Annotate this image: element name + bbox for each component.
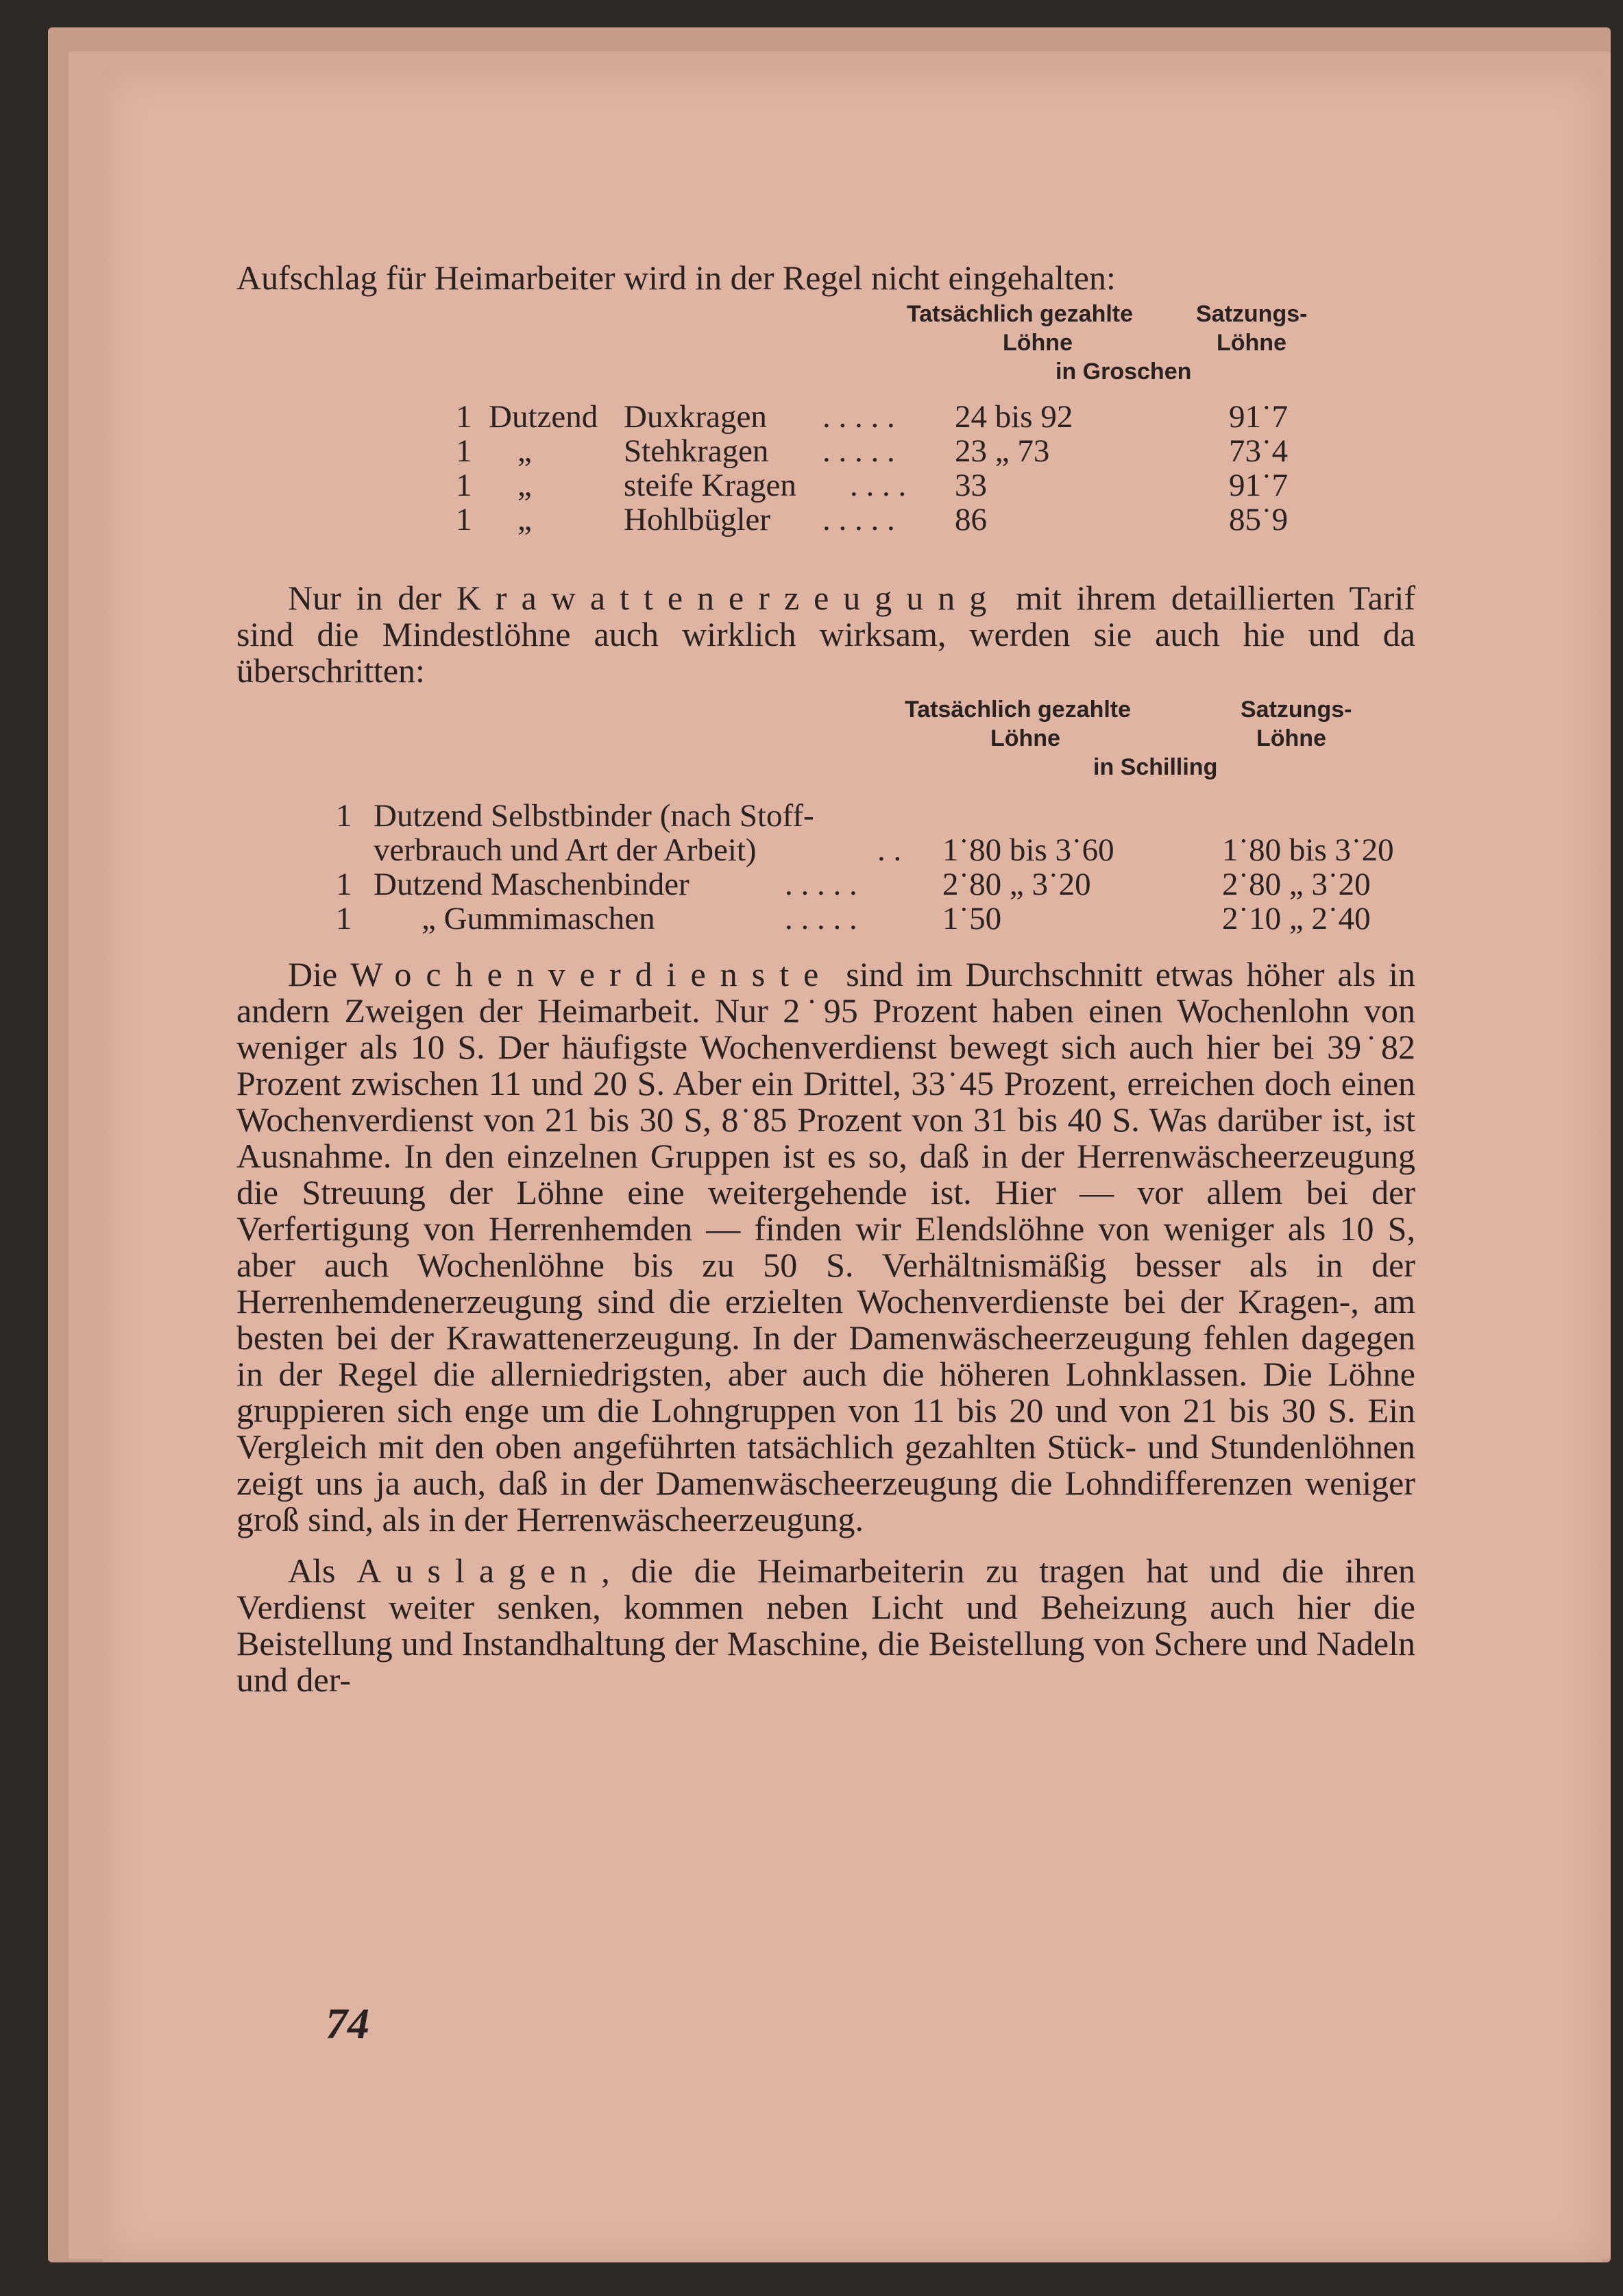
wochenverdienste-paragraph [236,956,1415,1538]
table-schilling [236,696,1415,936]
auslagen-paragraph [236,1553,1415,1698]
table-row-label: Dutzend Selbstbinder (nach Stoff- [374,798,814,834]
table-row-dots: . . . . . [822,399,895,435]
para4-after: , die die Heimarbeiterin zu tragen hat und die ihren Verdienst weiter senken, kommen neben Licht und Beheizung auch hier die Beistellung und Instandhaltung der Maschine, die Beistellung von Schere und Nadeln und der- [236,1551,1415,1699]
table-row-statute: 91˙7 [1229,468,1289,503]
table-row-unit: „ [517,502,532,537]
table-row-paid: 23 „ 73 [955,433,1050,469]
page-content [236,258,1416,1699]
table-row: 1 [456,399,472,435]
table-row-label-cont: verbrauch und Art der Arbeit) [374,832,757,868]
table2-header-paid: Tatsächlich gezahlte [905,697,1132,723]
page-number: 74 [326,1999,369,2048]
table-row: 1 [456,433,472,469]
table-row-paid: 1˙80 bis 3˙60 [942,832,1114,868]
table-row-dots: . . [877,832,902,868]
table-row-statute: 1˙80 bis 3˙20 [1222,832,1394,868]
table2-header-statute-b: Löhne [1256,725,1326,751]
table-row-statute: 2˙10 „ 2˙40 [1222,901,1371,936]
table2-header-paid-b: Löhne [990,725,1060,751]
table-row-paid: 24 bis 92 [955,399,1073,435]
table-row-dots: . . . . . [822,433,895,469]
table-row-statute: 85˙9 [1229,502,1289,537]
para4-spaced: Auslagen [356,1551,602,1590]
intro-paragraph: Aufschlag für Heimarbeiter wird in der Regel nicht eingehalten: [236,258,1116,297]
table-row-item: Duxkragen [624,399,767,435]
table-row-label: „ Gummimaschen [422,901,655,936]
para2-spaced: Krawattenerzeugung [456,579,1001,617]
table-row: 1 [336,901,352,936]
table1-header-paid: Tatsächlich gezahlte [907,301,1134,327]
table1-header-statute: Satzungs- [1196,301,1308,327]
table1-header-paid-b: Löhne [1003,330,1073,356]
table1-unit: in Groschen [1055,359,1192,385]
table-row: 1 [456,468,472,503]
table-row: 1 [336,867,352,902]
para3-spaced: Wochenverdienste [350,955,833,993]
para2-after: mit ihrem detaillierten Tarif sind die Mindestlöhne auch wirklich wirksam, werden sie auch hie und da überschritten: [236,579,1415,690]
table-row-statute: 2˙80 „ 3˙20 [1222,867,1371,902]
table2-header-statute: Satzungs- [1241,697,1352,723]
table-row-item: Hohlbügler [624,502,771,537]
table-row-unit: „ [517,468,532,503]
table-row-item: steife Kragen [624,468,796,503]
table-row-item: Stehkragen [624,433,769,469]
table1-header-statute-b: Löhne [1217,330,1286,356]
para3-before: Die [288,955,351,993]
table-row: 1 [336,798,352,834]
table-row-unit: „ [517,433,532,469]
para4-before: Als [288,1551,357,1590]
table-row-dots: . . . . [850,468,907,503]
table-row-paid: 1˙50 [942,901,1002,936]
table-row-label: Dutzend Maschenbinder [374,867,690,902]
table-row-paid: 2˙80 „ 3˙20 [942,867,1091,902]
table-row: 1 [456,502,472,537]
table-row-statute: 73˙4 [1229,433,1289,469]
table-groschen [236,300,1415,554]
para2-before: Nur in der [288,579,456,617]
table-row-paid: 33 [955,468,987,503]
table-row-dots: . . . . . [822,502,895,537]
table-row-dots: . . . . . [785,867,857,902]
table2-unit: in Schilling [1093,754,1218,780]
para3-after: sind im Durchschnitt etwas höher als in andern Zweigen der Heimarbeit. Nur 2˙95 Prozent haben einen Wochenlohn von weniger als 10 S. Der häufigste Wochenverdienst bewegt sich auch hier bei 39˙82 Prozent zwischen 11 und 20 S. Aber ein Drittel, 33˙45 Prozent, erreichen doch einen Wochenverdienst von 21 bis 30 S, 8˙85 Prozent von 31 bis 40 S. Was darüber ist, ist Ausnahme. In den einzelnen Gruppen ist es so, daß in der Herrenwäscheerzeugung die Streuung der Löhne eine weitergehende ist. Hier — vor allem bei der Verfertigung von Herrenhemden — finden wir Elendslöhne von weniger als 10 S, aber auch Wochenlöhne bis zu 50 S. Verhältnismäßig besser als in der Herrenhemdenerzeugung sind die erzielten Wochenverdienste bei der Kragen-, am besten bei der Krawattenerzeugung. In der Damenwäscheerzeugung fehlen dagegen in der Regel die allerniedrigsten, aber auch die höheren Lohnklassen. Die Löhne gruppieren sich enge um die Lohngruppen von 11 bis 20 und von 21 bis 30 S. Ein Vergleich mit den oben angeführten tatsächlich gezahlten Stück- und Stundenlöhnen zeigt uns ja auch, daß in der Damenwäscheerzeugung die Lohndifferenzen weniger groß sind, als in der Herrenwäscheerzeugung. [236,955,1416,1538]
table-row-paid: 86 [955,502,987,537]
krawatten-paragraph [236,580,1415,689]
table-row-dots: . . . . . [785,901,857,936]
table-row-unit: Dutzend [489,399,598,435]
table-row-statute: 91˙7 [1229,399,1289,435]
